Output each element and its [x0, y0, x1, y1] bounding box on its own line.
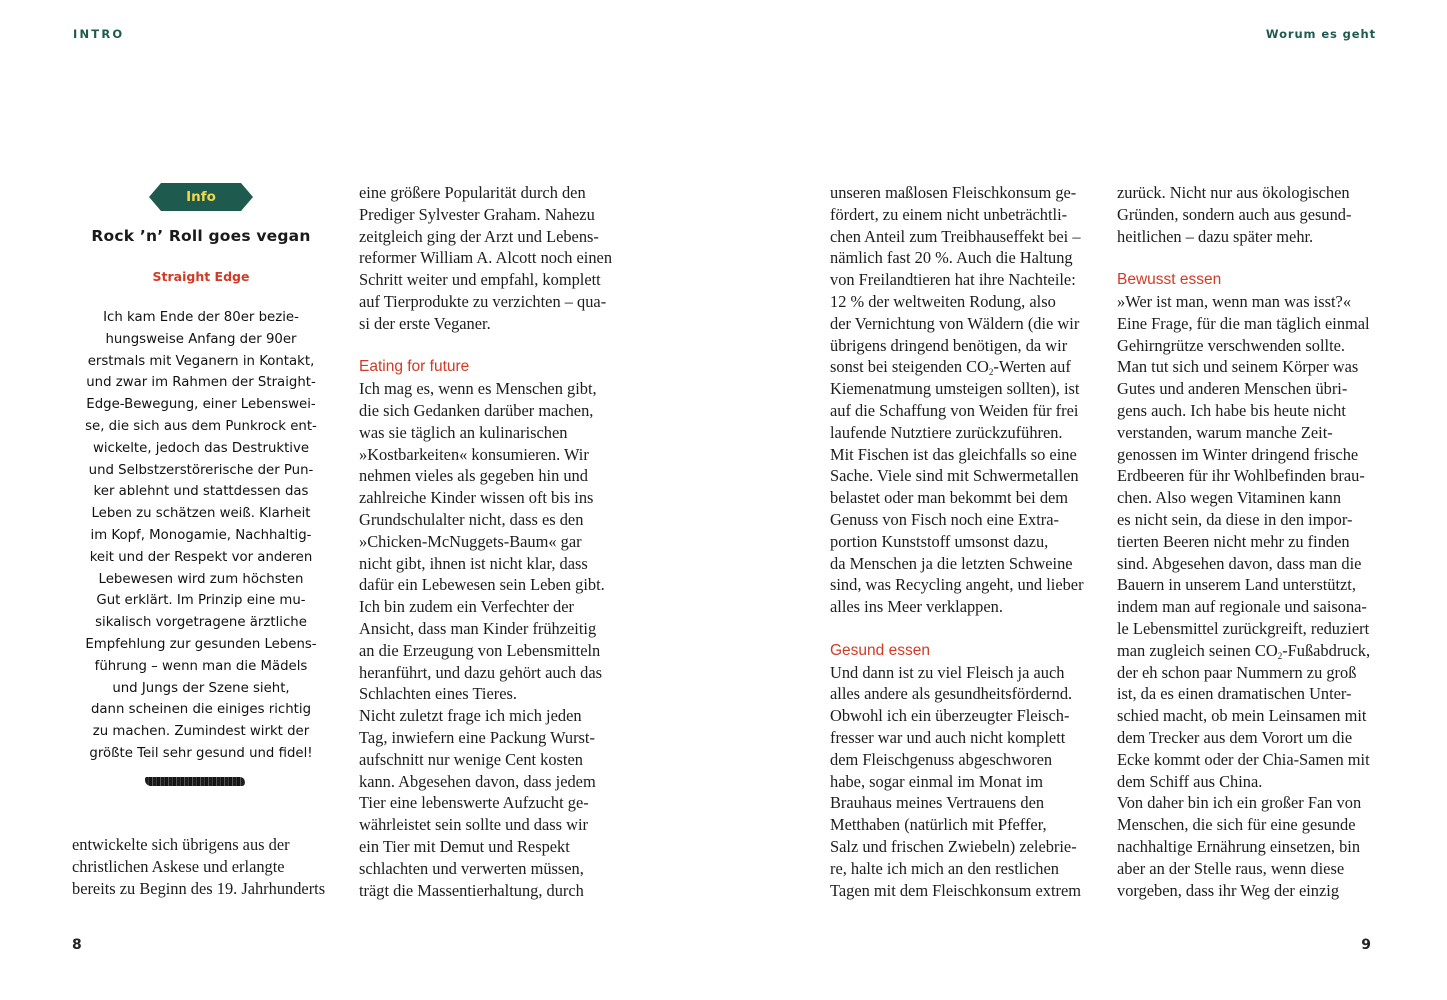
text-line: Tier eine lebenswerte Aufzucht ge-: [359, 793, 589, 813]
text-line: nachhaltige Ernährung einsetzen, bin: [1117, 836, 1361, 856]
info-text-line: Edge-Bewegung, einer Lebenswei-: [86, 397, 316, 413]
text-line: 12 % der weltweiten Rodung, also: [830, 291, 1056, 311]
text-line: entwickelte sich übrigens aus der: [72, 835, 290, 854]
text-line: si der erste Veganer.: [359, 313, 491, 333]
text-line: Ich mag es, wenn es Menschen gibt,: [359, 379, 597, 399]
info-text-line: und Jungs der Szene sieht,: [112, 680, 290, 696]
text-line: dem Trecker aus dem Vorort um die: [1117, 727, 1353, 747]
text-line: indem man auf regionale und saisona-: [1117, 597, 1367, 617]
text-line: belastet oder man bekommt bei dem: [830, 488, 1069, 508]
text-line: Brauhaus meines Vertrauens den: [830, 793, 1045, 813]
info-text-line: und zwar im Rahmen der Straight-: [86, 375, 316, 391]
text-line: zahlreiche Kinder wissen oft bis ins: [359, 488, 594, 508]
text-line: reformer William A. Alcott noch einen: [359, 248, 613, 268]
text-line: vorgeben, dass ihr Weg der einzig: [1117, 880, 1340, 900]
text-line: Ecke kommt oder der Chia-Samen mit: [1117, 749, 1370, 769]
text-line: nicht gibt, ihnen ist nicht klar, dass: [359, 553, 588, 573]
text-line: »Kostbarkeiten« konsumieren. Wir: [359, 444, 589, 464]
info-text-line: im Kopf, Monogamie, Nachhaltig-: [90, 527, 312, 543]
column-1-text: [72, 834, 325, 899]
info-text-line: Ich kam Ende der 80er bezie-: [103, 310, 299, 325]
text-line: fresser war und auch nicht komplett: [830, 727, 1066, 747]
text-line: zeitgleich ging der Arzt und Lebens-: [359, 226, 599, 246]
text-line: aufschnitt nur wenige Cent kosten: [359, 749, 583, 769]
text-line: Grundschulalter nicht, dass es den: [359, 509, 584, 529]
text-line: Schlachten eines Tieres.: [359, 684, 517, 704]
text-line: Schritt weiter und empfahl, komplett: [359, 270, 601, 290]
text-line: nehmen vieles als gegeben hin und: [359, 466, 588, 486]
text-line: Bauern in unserem Land unterstützt,: [1117, 575, 1356, 595]
text-line: alles ins Meer verklappen.: [830, 597, 1003, 617]
text-line: trägt die Massentierhaltung, durch: [359, 880, 584, 900]
text-line: fördert, zu einem nicht unbeträchtli-: [830, 204, 1068, 224]
paragraph: [830, 182, 1084, 618]
text-line: dem Fleischgenuss abgeschworen: [830, 749, 1053, 769]
text-line: es nicht sein, da diese in den impor-: [1117, 509, 1353, 529]
text-line: bereits zu Beginn des 19. Jahrhunderts: [72, 878, 326, 898]
paragraph: [359, 182, 612, 335]
text-line: an die Erzeugung von Lebensmitteln: [359, 640, 601, 660]
brush-stroke-divider: [145, 777, 245, 786]
info-body: [72, 307, 330, 765]
text-line: nämlich fast 20 %. Auch die Haltung: [830, 248, 1073, 268]
text-line: christlichen Askese und erlangte: [72, 856, 285, 876]
text-line: man zugleich seinen $CO_2$-Fußabdruck,: [1117, 640, 1371, 661]
column-4-text: [1117, 182, 1370, 901]
info-box: [72, 183, 330, 786]
text-line: le Lebensmittel zurückgreift, reduziert: [1117, 618, 1370, 638]
text-line: Prediger Sylvester Graham. Nahezu: [359, 204, 595, 224]
text-line: kann. Abgesehen davon, dass jedem: [359, 771, 596, 791]
text-line: Gutes und anderen Menschen übri-: [1117, 379, 1348, 399]
page-number-left: 8: [72, 937, 82, 953]
text-line: der Vernichtung von Wäldern (die wir: [830, 313, 1080, 333]
text-line: portion Kunststoff umsonst dazu,: [830, 531, 1049, 551]
text-line: verstanden, warum manche Zeit-: [1117, 422, 1333, 442]
info-badge: Info: [161, 183, 241, 211]
text-line: Genuss von Fisch noch eine Extra-: [830, 509, 1059, 529]
info-text-line: erstmals mit Veganern in Kontakt,: [87, 353, 315, 369]
paragraph: [1117, 291, 1370, 901]
text-line: Gehirngrütze verschwenden sollte.: [1117, 335, 1346, 355]
text-line: eine größere Popularität durch den: [359, 183, 586, 202]
paragraph: [830, 662, 1084, 902]
text-line: dafür ein Lebewesen sein Leben gibt.: [359, 575, 605, 595]
text-line: Mit Fischen ist das gleichfalls so eine: [830, 444, 1077, 464]
text-line: auf die Schaffung von Weiden für frei: [830, 400, 1079, 420]
text-line: heitlichen – dazu später mehr.: [1117, 226, 1314, 246]
info-text-line: hungsweise Anfang der 90er: [105, 331, 297, 347]
paragraph: [359, 378, 612, 901]
text-line: Menschen, die sich für eine gesunde: [1117, 815, 1356, 835]
info-text-line: zu machen. Zumindest wirkt der: [92, 724, 310, 740]
text-line: chen Anteil zum Treibhauseffekt bei –: [830, 226, 1081, 246]
text-line: tierten Beeren nicht mehr zu finden: [1117, 531, 1350, 551]
text-line: habe, sogar einmal im Monat im: [830, 771, 1044, 791]
text-line: chen. Also wegen Vitaminen kann: [1117, 488, 1342, 508]
text-line: ein Tier mit Demut und Respekt: [359, 836, 570, 856]
text-line: währleistet sein sollte und dass wir: [359, 815, 588, 835]
info-text-line: sikalisch vorgetragene ärztliche: [95, 615, 307, 631]
text-line: zurück. Nicht nur aus ökologischen: [1117, 183, 1350, 202]
text-line: re, halte ich mich an den restlichen: [830, 858, 1059, 878]
column-3-text: [830, 182, 1084, 901]
info-text-line: Gut erklärt. Im Prinzip eine mu-: [96, 593, 306, 609]
text-line: da Menschen ja die letzten Schweine: [830, 553, 1073, 573]
text-line: sind. Abgesehen davon, dass man die: [1117, 553, 1362, 573]
info-text-line: Leben zu schätzen weiß. Klarheit: [91, 506, 311, 522]
section-heading-bewusst-essen: Bewusst essen: [1117, 271, 1222, 289]
section-heading-gesund-essen: Gesund essen: [830, 641, 930, 659]
text-line: ist, da es einen dramatischen Unter-: [1117, 684, 1352, 704]
text-line: auf Tierprodukte zu verzichten – qua-: [359, 291, 607, 311]
text-line: Tagen mit dem Fleischkonsum extrem: [830, 880, 1082, 900]
text-line: heranführt, und dazu gehört auch das: [359, 662, 603, 682]
running-head-left: INTRO: [73, 27, 125, 41]
text-line: »Wer ist man, wenn man was isst?«: [1117, 291, 1352, 311]
info-text-line: Empfehlung zur gesunden Lebens-: [85, 636, 317, 652]
text-line: Obwohl ich ein überzeugter Fleisch-: [830, 706, 1070, 726]
text-line: dem Schiff aus China.: [1117, 771, 1263, 791]
info-text-line: größte Teil sehr gesund und fidel!: [89, 745, 313, 761]
text-line: Metthaben (natürlich mit Pfeffer,: [830, 815, 1047, 835]
info-text-line: wickelte, jedoch das Destruktive: [92, 440, 310, 456]
text-line: Ich bin zudem ein Verfechter der: [359, 597, 574, 617]
text-line: der eh schon paar Nummern zu groß: [1117, 662, 1357, 682]
text-line: Und dann ist zu viel Fleisch ja auch: [830, 662, 1065, 682]
text-line: Von daher bin ich ein großer Fan von: [1117, 793, 1362, 813]
text-line: schied macht, ob mein Leinsamen mit: [1117, 706, 1367, 726]
info-text-line: und Selbstzerstörerische der Pun-: [88, 462, 314, 478]
text-line: Erdbeeren für ihr Wohlbefinden brau-: [1117, 466, 1365, 486]
page-number-right: 9: [1361, 937, 1371, 953]
text-line: Nicht zuletzt frage ich mich jeden: [359, 706, 582, 726]
info-text-line: ker ablehnt und stattdessen das: [93, 484, 309, 500]
text-line: alles andere als gesundheitsfördernd.: [830, 684, 1073, 704]
info-text-line: se, die sich aus dem Punkrock ent-: [85, 418, 317, 434]
column-2-text: [359, 182, 612, 901]
text-line: was sie täglich an kulinarischen: [359, 422, 568, 442]
info-text-line: keit und der Respekt vor anderen: [89, 549, 313, 565]
text-line: Gründen, sondern auch aus gesund-: [1117, 204, 1352, 224]
text-line: laufende Nutztiere zurückzuführen.: [830, 422, 1063, 442]
text-line: gens auch. Ich habe bis heute nicht: [1117, 400, 1346, 420]
info-text-line: führung – wenn man die Mädels: [94, 658, 308, 674]
paragraph: [1117, 182, 1370, 247]
info-text-line: dann scheinen die einiges richtig: [90, 702, 312, 718]
text-line: Ansicht, dass man Kinder frühzeitig: [359, 618, 597, 638]
text-line: Salz und frischen Zwiebeln) zelebrie-: [830, 836, 1077, 856]
text-line: Man tut sich und seinem Körper was: [1117, 357, 1359, 377]
text-line: genossen im Winter dringend frische: [1117, 444, 1359, 464]
text-line: Eine Frage, für die man täglich einmal: [1117, 313, 1370, 333]
section-heading-eating-for-future: Eating for future: [359, 358, 470, 376]
text-line: die sich Gedanken darüber machen,: [359, 400, 594, 420]
info-text-line: Lebewesen wird zum höchsten: [98, 571, 304, 587]
text-line: »Chicken-McNuggets-Baum« gar: [359, 531, 582, 551]
text-line: sonst bei steigenden $CO_2$-Werten auf: [830, 357, 1071, 378]
text-line: sind, was Recycling angeht, und lieber: [830, 575, 1084, 595]
text-line: schlachten und verwerten müssen,: [359, 858, 584, 878]
text-line: übrigens dringend benötigen, da wir: [830, 335, 1068, 355]
text-line: von Freilandtieren hat ihre Nachteile:: [830, 270, 1076, 290]
info-subtitle: Straight Edge: [152, 269, 250, 284]
running-head-right: Worum es geht: [1265, 27, 1376, 41]
text-line: unseren maßlosen Fleischkonsum ge-: [830, 183, 1077, 202]
info-title: Rock ’n’ Roll goes vegan: [91, 227, 311, 245]
text-line: Tag, inwiefern eine Packung Wurst-: [359, 727, 595, 747]
text-line: Sache. Viele sind mit Schwermetallen: [830, 466, 1079, 486]
text-line: aber an der Stelle raus, wenn diese: [1117, 858, 1345, 878]
text-line: Kiemenatmung umsteigen sollten), ist: [830, 379, 1080, 399]
